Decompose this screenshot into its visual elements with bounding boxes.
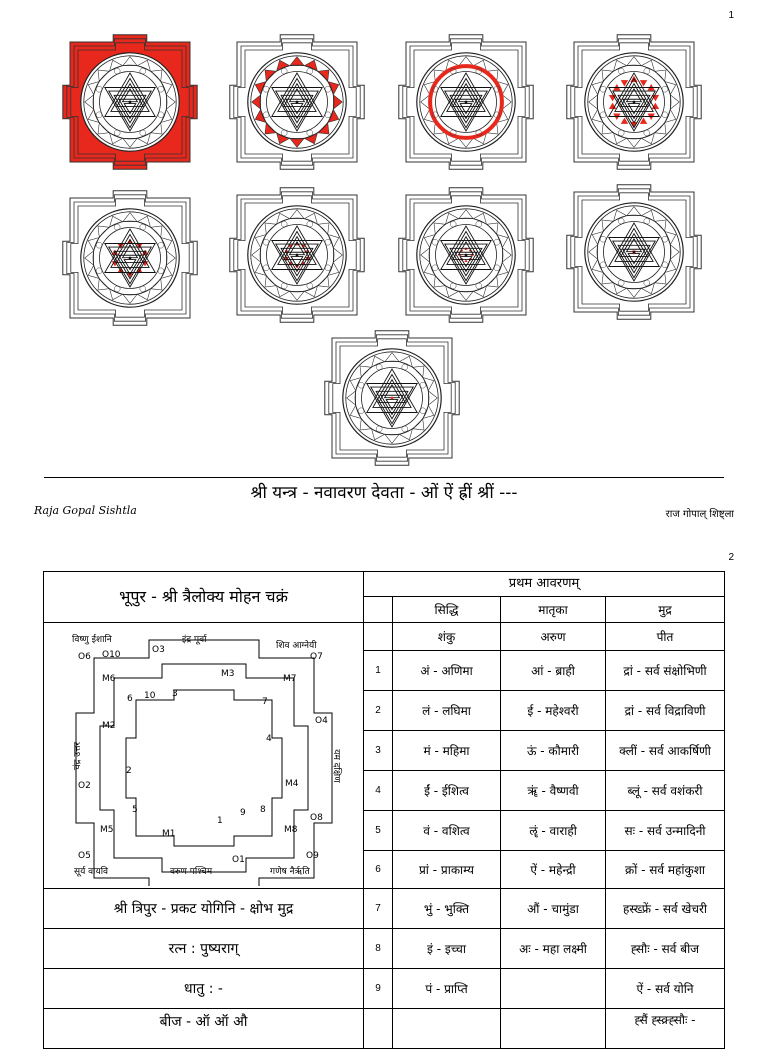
- matrika-cell: ॡं - वाराही: [501, 811, 606, 851]
- bija-cell: बीज - ऑ ऑ औ: [44, 1009, 364, 1049]
- mudra-cell: ह्सैं ह्स्क्र्ह्सौः -: [606, 1009, 725, 1049]
- outer-point-label: O8: [310, 812, 323, 823]
- page-number: 2: [728, 552, 734, 563]
- mudra-cell: सः - सर्व उन्मादिनी: [606, 811, 725, 851]
- inner-number-label: 6: [127, 693, 133, 704]
- siddhi-cell: लं - लघिमा: [393, 691, 501, 731]
- inner-number-label: 5: [132, 804, 138, 815]
- siddhi-cell: मं - महिमा: [393, 731, 501, 771]
- mudra-cell: द्रां - सर्व विद्राविणी: [606, 691, 725, 731]
- siddhi-cell: प्रां - प्राकाम्य: [393, 851, 501, 889]
- inner-number-label: 2: [126, 765, 132, 776]
- sri-yantra-3: [399, 35, 533, 169]
- row-number: [364, 1009, 393, 1049]
- row-number: 9: [364, 969, 393, 1009]
- siddhi-cell: ईं - ईशित्व: [393, 771, 501, 811]
- color-mudra: पीत: [606, 623, 725, 651]
- matrika-cell: अः - महा लक्ष्मी: [501, 929, 606, 969]
- avarana-title: प्रथम आवरणम्: [364, 572, 725, 597]
- matrika-cell: आं - ब्राही: [501, 651, 606, 691]
- sri-yantra-7: [399, 188, 533, 322]
- direction-label-varuna: वरुण पश्चिम: [170, 866, 213, 877]
- sri-yantra-9: [325, 331, 459, 465]
- outer-point-label: O1: [232, 854, 245, 865]
- outer-point-label: O6: [78, 651, 91, 662]
- avarana-table: [43, 571, 725, 1049]
- row-number: 4: [364, 771, 393, 811]
- inner-number-label: 9: [240, 807, 246, 818]
- sri-yantra-grid: [0, 0, 768, 470]
- outer-point-label: O10: [102, 649, 121, 660]
- sri-yantra-1: [63, 35, 197, 169]
- direction-label-vishnu: विष्णु ईशानि: [72, 634, 112, 645]
- page-number: 1: [728, 10, 734, 21]
- outer-point-label: O3: [152, 644, 165, 655]
- outer-point-label: O5: [78, 850, 91, 861]
- matrika-cell: ई - महेश्वरी: [501, 691, 606, 731]
- inner-number-label: 4: [266, 733, 272, 744]
- outer-point-label: O9: [306, 850, 319, 861]
- m-point-label: M6: [102, 673, 116, 684]
- mudra-cell: द्रां - सर्व संक्षोभिणी: [606, 651, 725, 691]
- siddhi-cell: वं - वशित्व: [393, 811, 501, 851]
- table-row: [44, 1009, 725, 1049]
- siddhi-cell: पं - प्राप्ति: [393, 969, 501, 1009]
- row-number: 2: [364, 691, 393, 731]
- m-point-label: M8: [284, 824, 298, 835]
- mudra-cell: क्रों - सर्व महांकुशा: [606, 851, 725, 889]
- table-row: [44, 969, 725, 1009]
- row-number: 5: [364, 811, 393, 851]
- divider: [44, 477, 724, 478]
- inner-number-label: 10: [144, 690, 156, 701]
- m-point-label: M7: [283, 673, 297, 684]
- header-mudra: मुद्र: [606, 597, 725, 623]
- table-row: [44, 889, 725, 929]
- mudra-cell: ह्सौः - सर्व बीज: [606, 929, 725, 969]
- siddhi-cell: भुं - भुक्ति: [393, 889, 501, 929]
- table-row: [44, 929, 725, 969]
- sri-yantra-5: [63, 191, 197, 325]
- m-point-label: M4: [285, 778, 299, 789]
- matrika-cell: [501, 969, 606, 1009]
- outer-point-label: O4: [315, 715, 328, 726]
- m-point-label: M3: [221, 668, 235, 679]
- siddhi-cell: इं - इच्चा: [393, 929, 501, 969]
- row-number: 6: [364, 851, 393, 889]
- m-point-label: M5: [100, 824, 114, 835]
- outer-point-label: O2: [78, 780, 91, 791]
- direction-label-chandra: चंद्र उत्तर: [73, 741, 83, 770]
- inner-number-label: 7: [262, 696, 268, 707]
- matrika-cell: औं - चामुंडा: [501, 889, 606, 929]
- matrika-cell: ऐं - महेन्द्री: [501, 851, 606, 889]
- row-number: 3: [364, 731, 393, 771]
- m-point-label: M1: [162, 828, 176, 839]
- row-number: 1: [364, 651, 393, 691]
- inner-number-label: 1: [217, 815, 223, 826]
- inner-number-label: 8: [260, 804, 266, 815]
- direction-label-surya: सूर्य वायवि: [74, 866, 109, 877]
- direction-label-ganesha: गणेष नैरृति: [270, 866, 310, 877]
- mudra-cell: ऐं - सर्व योनि: [606, 969, 725, 1009]
- siddhi-cell: [393, 1009, 501, 1049]
- mudra-cell: क्लीं - सर्व आकर्षिणी: [606, 731, 725, 771]
- sri-yantra-2: [230, 35, 364, 169]
- mudra-cell: हस्ख्फ्रें - सर्व खेचरी: [606, 889, 725, 929]
- matrika-cell: ऊं - कौमारी: [501, 731, 606, 771]
- chakra-title: भूपुर - श्री त्रैलोक्य मोहन चक्रं: [44, 572, 364, 623]
- inner-number-label: 3: [172, 688, 178, 699]
- mudra-cell: ब्लूं - सर्व वशंकरी: [606, 771, 725, 811]
- outer-point-label: O7: [310, 651, 323, 662]
- color-matrika: अरुण: [501, 623, 606, 651]
- header-matrika: मातृका: [501, 597, 606, 623]
- bhupura-diagram-cell: [44, 623, 364, 889]
- m-point-label: M2: [102, 720, 116, 731]
- page-title: श्री यन्त्र - नवावरण देवता - ओं ऐं ह्रीं श्रीं ---: [250, 483, 518, 503]
- sri-yantra-4: [567, 35, 701, 169]
- matrika-cell: [501, 1009, 606, 1049]
- matrika-cell: ॠं - वैष्णवी: [501, 771, 606, 811]
- dhatu-cell: धातु : -: [44, 969, 364, 1009]
- bhupura-diagram: [44, 626, 364, 886]
- sri-yantra-6: [230, 188, 364, 322]
- color-siddhi: शंकु: [393, 623, 501, 651]
- siddhi-cell: अं - अणिमा: [393, 651, 501, 691]
- direction-label-shiva: शिव आग्नेयी: [276, 640, 317, 651]
- direction-label-yama: यम दक्षिण: [331, 748, 341, 783]
- row-number: 7: [364, 889, 393, 929]
- author-name: Raja Gopal Sishtla: [34, 504, 137, 517]
- sri-yantra-8: [567, 185, 701, 319]
- row-number: 8: [364, 929, 393, 969]
- yogini-cell: श्री त्रिपुर - प्रकट योगिनि - क्षोभ मुद्र: [44, 889, 364, 929]
- ratna-cell: रत्न : पुष्यराग्: [44, 929, 364, 969]
- direction-label-indra: इंद्र पूर्वा: [182, 634, 207, 645]
- header-siddhi: सिद्धि: [393, 597, 501, 623]
- author-name-hindi: राज गोपाल् शिष्ट्ला: [665, 509, 734, 520]
